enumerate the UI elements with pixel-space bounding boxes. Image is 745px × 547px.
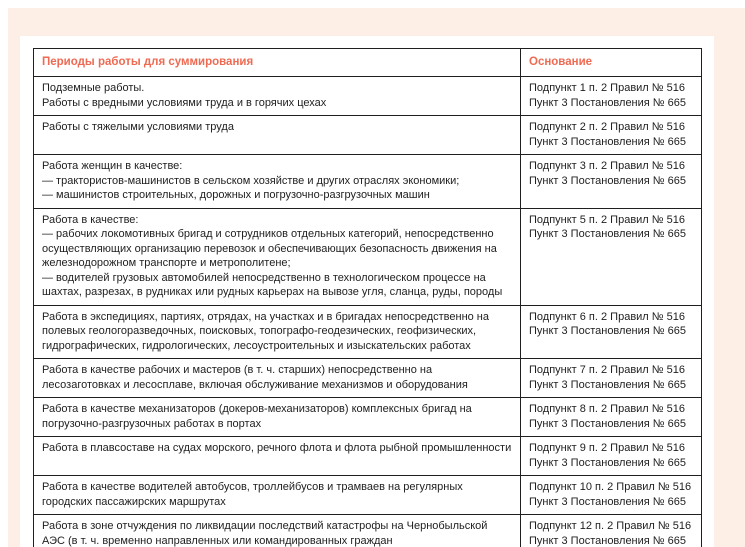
basis-cell <box>521 155 702 209</box>
table-row <box>34 116 702 155</box>
basis-line: Подпункт 2 п. 2 Правил № 516 <box>529 121 685 133</box>
basis-line: Подпункт 3 п. 2 Правил № 516 <box>529 160 685 172</box>
period-line: — трактористов-машинистов в сельском хозяйстве и других отраслях экономики; <box>42 174 460 187</box>
period-line: — рабочих локомотивных бригад и сотрудников отдельных категорий, непосредственно осуществляющих организацию перевозок и обеспечивающих безопасность движения на железнодорожном транспорте и метрополитене; <box>42 228 497 269</box>
basis-cell <box>521 305 702 359</box>
basis-line: Пункт 3 Постановления № 665 <box>529 495 687 508</box>
basis-line: Подпункт 6 п. 2 Правил № 516 <box>529 310 685 323</box>
basis-line: Подпункт 8 п. 2 Правил № 516 <box>529 403 685 415</box>
basis-line: Подпункт 9 п. 2 Правил № 516 <box>529 442 685 454</box>
basis-line: Пункт 3 Постановления № 665 <box>529 228 687 240</box>
basis-cell <box>521 437 702 476</box>
basis-line: Пункт 3 Постановления № 665 <box>529 135 687 148</box>
basis-cell <box>521 515 702 547</box>
basis-line: Пункт 3 Постановления № 665 <box>529 378 687 391</box>
period-cell <box>34 116 521 155</box>
period-line: Работы с вредными условиями труда и в горячих цехах <box>42 96 327 109</box>
period-cell <box>34 398 521 437</box>
period-line: Работа в зоне отчуждения по ликвидации последствий катастрофы на Чернобыльской АЭС (в т. ч. временно направленных или командированных граждан <box>42 520 488 547</box>
table-row <box>34 515 702 547</box>
column-header-periods: Периоды работы для суммирования <box>34 49 521 77</box>
period-cell <box>34 359 521 398</box>
table-row <box>34 476 702 515</box>
period-cell <box>34 305 521 359</box>
basis-cell <box>521 359 702 398</box>
period-cell <box>34 208 521 305</box>
period-line: Работа в плавсоставе на судах морского, речного флота и флота рыбной промышленности <box>42 442 512 454</box>
table-row <box>34 359 702 398</box>
period-line: Работа в качестве водителей автобусов, троллейбусов и трамваев на регулярных городских пассажирских маршрутах <box>42 481 463 508</box>
period-line: — машинистов строительных, дорожных и погрузочно-разгрузочных машин <box>42 189 430 201</box>
basis-line: Подпункт 1 п. 2 Правил № 516 <box>529 82 685 94</box>
period-line: Работа женщин в качестве: <box>42 160 183 172</box>
column-header-basis: Основание <box>521 49 702 77</box>
table-row <box>34 208 702 305</box>
basis-line: Подпункт 10 п. 2 Правил № 516 <box>529 481 692 493</box>
period-cell <box>34 476 521 515</box>
table-row <box>34 77 702 116</box>
basis-line: Подпункт 5 п. 2 Правил № 516 <box>529 213 685 226</box>
table-row <box>34 437 702 476</box>
period-line: Работа в качестве рабочих и мастеров (в т. ч. старших) непосредственно на лесозаготовках и лесосплаве, включая обслуживание механизмов и оборудования <box>42 364 468 391</box>
basis-line: Пункт 3 Постановления № 665 <box>529 325 687 337</box>
basis-line: Пункт 3 Постановления № 665 <box>529 417 687 430</box>
basis-cell <box>521 116 702 155</box>
period-line: Работа в качестве механизаторов (докеров-механизаторов) комплексных бригад на погрузочно-разгрузочных работах в портах <box>42 403 472 430</box>
basis-cell <box>521 398 702 437</box>
basis-cell <box>521 77 702 116</box>
period-line: — водителей грузовых автомобилей непосредственно в технологическом процессе на шахтах, разрезах, в рудниках или рудных карьерах на вывозе угля, сланца, руды, породы <box>42 271 503 298</box>
table-row <box>34 155 702 209</box>
basis-line: Подпункт 12 п. 2 Правил № 516 <box>529 520 692 532</box>
basis-line: Пункт 3 Постановления № 665 <box>529 174 687 187</box>
period-cell <box>34 155 521 209</box>
period-line: Работы с тяжелыми условиями труда <box>42 121 234 133</box>
header-row <box>34 49 702 77</box>
period-line: Работа в качестве: <box>42 213 139 226</box>
basis-line: Пункт 3 Постановления № 665 <box>529 96 687 109</box>
peach-card <box>8 8 745 547</box>
basis-line: Пункт 3 Постановления № 665 <box>529 456 687 469</box>
basis-line: Пункт 3 Постановления № 665 <box>529 534 687 547</box>
period-cell <box>34 77 521 116</box>
table-row <box>34 305 702 359</box>
basis-cell <box>521 208 702 305</box>
content-panel <box>20 36 714 547</box>
basis-line: Подпункт 7 п. 2 Правил № 516 <box>529 364 685 376</box>
table-row <box>34 398 702 437</box>
period-line: Работа в экспедициях, партиях, отрядах, на участках и в бригадах непосредственно на полевых геологоразведочных, поисковых, топографо-геодезических, геофизических, гидрографических, гидрологических, лесоустроительных и изыскательских работах <box>42 310 490 352</box>
basis-cell <box>521 476 702 515</box>
period-cell <box>34 515 521 547</box>
summation-periods-table <box>33 48 702 547</box>
period-cell <box>34 437 521 476</box>
period-line: Подземные работы. <box>42 82 145 94</box>
